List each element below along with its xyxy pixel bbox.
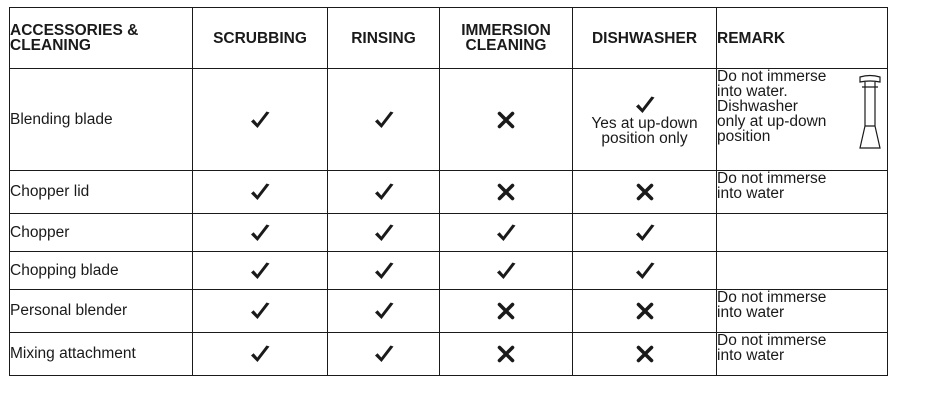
table-row <box>10 333 888 376</box>
scrubbing-cell <box>193 171 328 214</box>
check-icon <box>249 300 271 322</box>
check-icon <box>373 343 395 365</box>
immersion-cell <box>440 171 573 214</box>
check-icon <box>249 181 271 203</box>
accessory-name: Personal blender <box>10 290 193 333</box>
remark-cell <box>717 290 888 333</box>
dishwasher-cell <box>573 69 717 171</box>
scrubbing-cell <box>193 333 328 376</box>
check-icon <box>634 260 656 282</box>
scrubbing-cell <box>193 290 328 333</box>
rinsing-cell <box>328 214 440 252</box>
immersion-cell <box>440 252 573 290</box>
rinsing-cell <box>328 290 440 333</box>
remark-cell <box>717 69 888 171</box>
accessory-name: Mixing attachment <box>10 333 193 376</box>
check-icon <box>249 343 271 365</box>
accessory-name: Chopper lid <box>10 171 193 214</box>
rinsing-cell <box>328 171 440 214</box>
immersion-cell <box>440 333 573 376</box>
rinsing-cell <box>328 69 440 171</box>
check-icon <box>373 109 395 131</box>
dishwasher-cell <box>573 252 717 290</box>
header-rinsing: RINSING <box>328 8 440 69</box>
dishwasher-cell <box>573 171 717 214</box>
cross-icon <box>634 181 656 203</box>
header-dishwasher: DISHWASHER <box>573 8 717 69</box>
remark-text: Do not immerse into water <box>717 289 827 321</box>
table-row <box>10 214 888 252</box>
table-row <box>10 69 888 171</box>
accessory-name: Chopper <box>10 214 193 252</box>
dishwasher-cell <box>573 214 717 252</box>
immersion-cell <box>440 290 573 333</box>
check-icon <box>373 181 395 203</box>
table-row <box>10 252 888 290</box>
check-icon <box>634 222 656 244</box>
header-row <box>10 8 888 69</box>
check-icon <box>249 260 271 282</box>
cross-icon <box>634 343 656 365</box>
remark-cell <box>717 214 888 252</box>
accessory-name: Chopping blade <box>10 252 193 290</box>
remark-cell <box>717 171 888 214</box>
check-icon <box>634 94 656 116</box>
header-scrubbing: SCRUBBING <box>193 8 328 69</box>
header-immersion-cleaning: IMMERSION CLEANING <box>440 8 573 69</box>
header-remark: REMARK <box>717 8 888 69</box>
remark-text: Do not immerse into water. Dishwasher only at up-down position <box>717 68 827 145</box>
cross-icon <box>634 300 656 322</box>
check-icon <box>249 222 271 244</box>
remark-cell <box>717 333 888 376</box>
cross-icon <box>495 109 517 131</box>
remark-text: Do not immerse into water <box>717 170 827 202</box>
dishwasher-cell <box>573 290 717 333</box>
dishwasher-cell <box>573 333 717 376</box>
immersion-cell <box>440 214 573 252</box>
cross-icon <box>495 343 517 365</box>
scrubbing-cell <box>193 252 328 290</box>
check-icon <box>495 222 517 244</box>
cross-icon <box>495 300 517 322</box>
remark-cell <box>717 252 888 290</box>
accessory-name: Blending blade <box>10 69 193 171</box>
cross-icon <box>495 181 517 203</box>
check-icon <box>373 300 395 322</box>
header-accessories: ACCESSORIES & CLEANING <box>10 8 193 69</box>
table-row <box>10 171 888 214</box>
rinsing-cell <box>328 333 440 376</box>
remark-text: Do not immerse into water <box>717 332 827 364</box>
dishwasher-note: Yes at up-down position only <box>591 114 698 147</box>
check-icon <box>373 260 395 282</box>
scrubbing-cell <box>193 214 328 252</box>
scrubbing-cell <box>193 69 328 171</box>
cleaning-guide-table <box>9 7 888 376</box>
rinsing-cell <box>328 252 440 290</box>
check-icon <box>495 260 517 282</box>
immersion-cell <box>440 69 573 171</box>
check-icon <box>373 222 395 244</box>
table-row <box>10 290 888 333</box>
hand-blender-shaft-icon <box>857 74 883 154</box>
check-icon <box>249 109 271 131</box>
